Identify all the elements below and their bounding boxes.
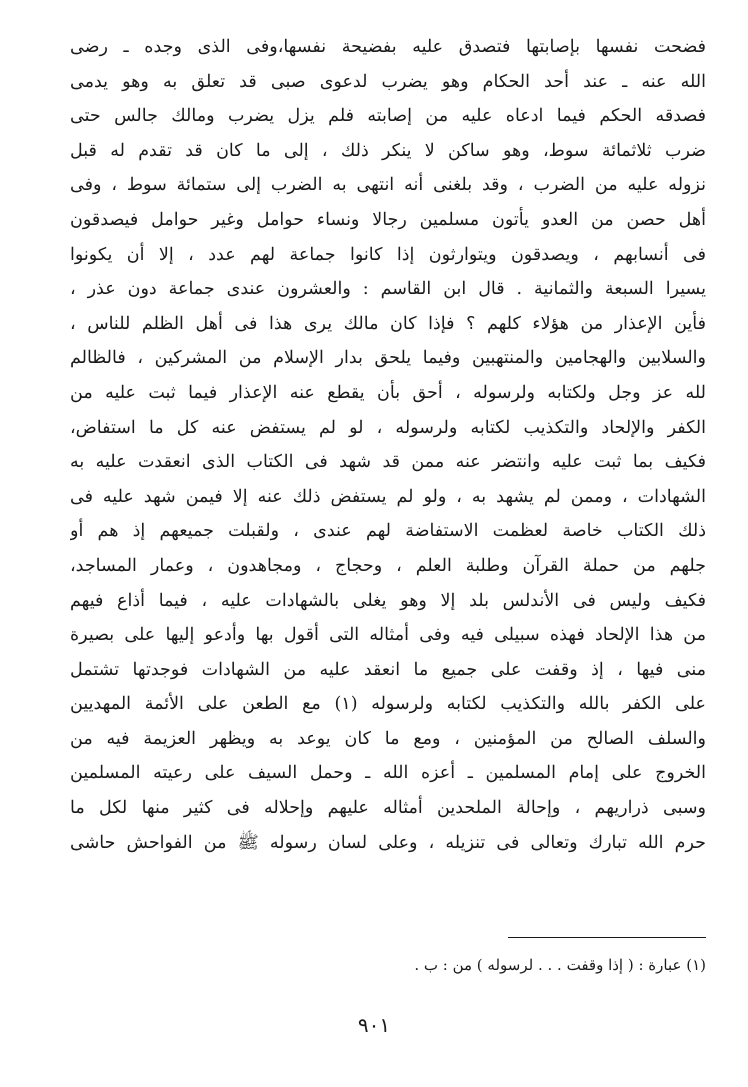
- text-line-4: ضرب ثلاثمائة سوط، وهو ساكن لا ينكر ذلك ، إلى ما كان قد تقدم له قبل: [70, 140, 706, 161]
- text-line-2: الله عنه ـ عند أحد الحكام وهو يضرب لدعوى صبى قد تعلق به وهو يدمى: [70, 71, 706, 92]
- text-line-16: جلهم من حملة القرآن وطلبة العلم ، وحجاج ، ومجاهدون ، وعمار المساجد،: [70, 555, 706, 576]
- text-line-12: الكفر والإلحاد والتكذيب لكتابه ولرسوله ، لو لم يستفض عنه كل ما استفاض،: [70, 417, 706, 438]
- text-line-20: على الكفر بالله والتكذيب لكتابه ولرسوله (١) مع الطعن على الأئمة المهديين: [70, 694, 706, 715]
- text-line-1: فضحت نفسها بإصابتها فتصدق عليه بفضيحة نفسها،وفى الذى وجده ـ رضى: [70, 37, 706, 57]
- text-line-13: فكيف بما ثبت عليه وانتضر عنه ممن قد شهد فى الكتاب الذى انعقدت عليه به: [70, 452, 706, 473]
- text-line-22: الخروج على إمام المسلمين ـ أعزه الله ـ وحمل السيف على رعيته المسلمين: [70, 763, 706, 784]
- text-line-9: فأين الإعذار من هؤلاء كلهم ؟ فإذا كان مالك يرى هذا فى أهل الظلم للناس ،: [70, 313, 706, 334]
- text-line-3: فصدقه الحكم فيما ادعاه عليه من إصابته فلم يزل يضرب ومالك جالس حتى: [70, 106, 706, 127]
- text-line-18: من هذا الإلحاد فهذه سبيلى فيه وفى أمثاله التى أقول بها وأدعو إليها على بصيرة: [70, 625, 706, 646]
- text-line-23: وسبى ذراريهم ، وإحالة الملحدين أمثاله عليهم وإحلاله فى كثير منها لكل ما: [70, 798, 706, 819]
- text-line-14: الشهادات ، وممن لم يشهد به ، ولو لم يستفض ذلك عنه إلا فيمن شهد عليه فى: [70, 486, 706, 507]
- footnote: (١) عبارة : ( إذا وقفت . . . لرسوله ) من : ب .: [414, 956, 706, 974]
- text-line-15: ذلك الكتاب خاصة لعظمت الاستفاضة لهم عندى ، ولقبلت جميعهم إذ هم أو: [70, 521, 706, 542]
- footnote-divider: [508, 937, 706, 938]
- text-line-6: أهل حصن من العدو يأتون مسلمين رجالا ونساء حوامل وغير حوامل فيصدقون: [70, 209, 706, 230]
- text-line-11: لله عز وجل ولكتابه ولرسوله ، أحق بأن يقطع عنه الإعذار فيما ثبت عليه من: [70, 382, 706, 403]
- text-line-24: حرم الله تبارك وتعالى فى تنزيله ، وعلى لسان رسوله ﷺ من الفواحش حاشى: [70, 832, 706, 853]
- page-number: ٩٠١: [357, 1013, 391, 1037]
- text-line-7: فى أنسابهم ، ويصدقون ويتوارثون إذا كانوا جماعة لهم عدد ، إلا أن يكونوا: [70, 244, 706, 265]
- text-line-19: منى فيها ، إذ وقفت على جميع ما انعقد عليه من الشهادات فوجدتها تشتمل: [70, 659, 706, 680]
- text-line-10: والسلابين والهجامين والمنتهبين وفيما يلحق بدار الإسلام من المشركين ، فالظالم: [70, 348, 706, 369]
- text-line-5: نزوله عليه من الضرب ، وقد بلغنى أنه انتهى به الضرب إلى ستمائة سوط ، وفى: [70, 175, 706, 196]
- text-line-8: يسيرا السبعة والثمانية . قال ابن القاسم : والعشرون عندى جماعة دون عذر ،: [70, 279, 706, 300]
- text-line-21: والسلف الصالح من المؤمنين ، ومع ما كان يوعد به ويظهر العزيمة فيه من: [70, 728, 706, 749]
- text-line-17: فكيف وليس فى الأندلس بلد إلا وهو يغلى بالشهادات عليه ، فيما أذاع فيهم: [70, 590, 706, 611]
- main-text-block: [70, 30, 706, 860]
